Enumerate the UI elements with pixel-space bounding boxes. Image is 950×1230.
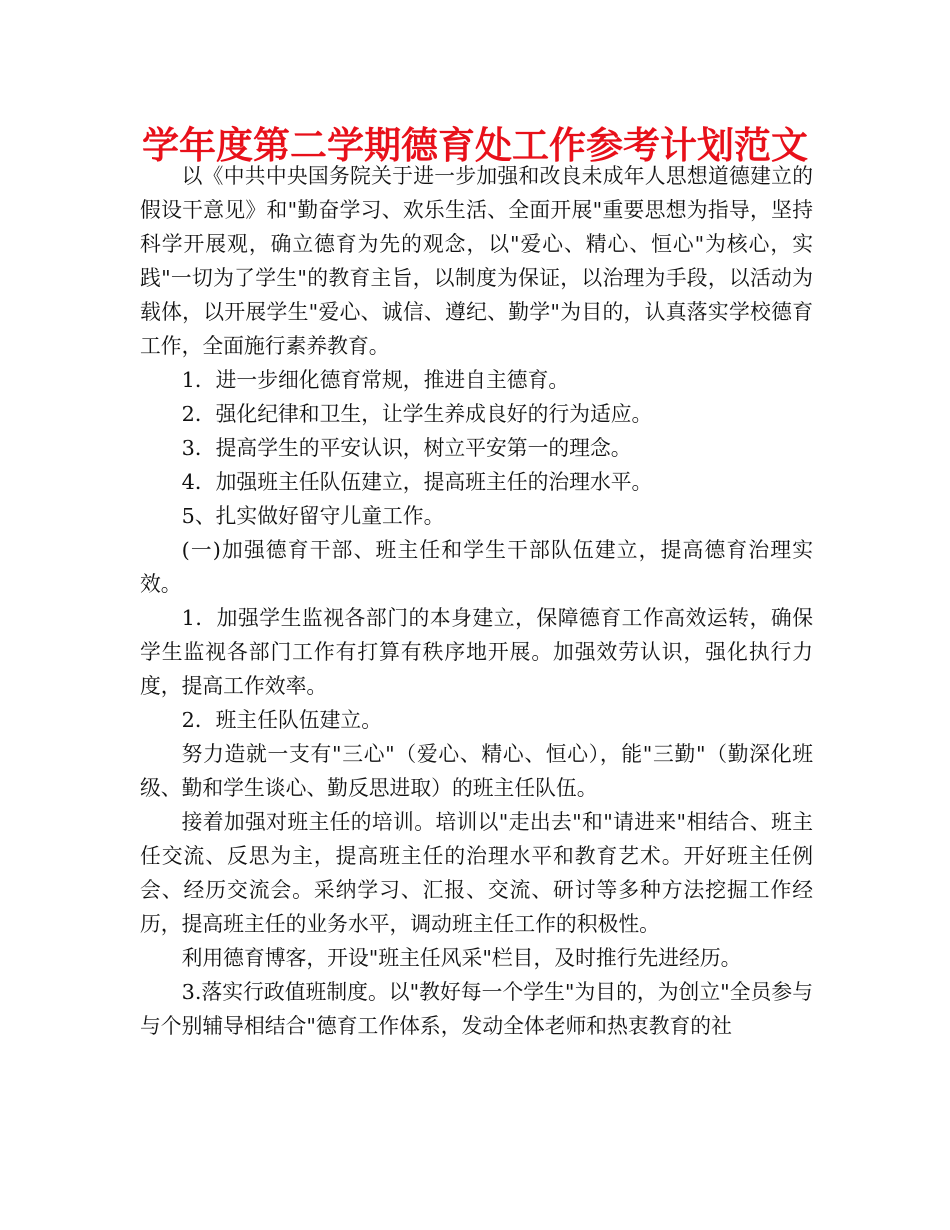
paragraph-item-1: 1．加强学生监视各部门的本身建立，保障德育工作高效运转，确保学生监视各部门工作有打算有秩序地开展。加强效劳认识，强化执行力度，提高工作效率。 (140, 606, 813, 698)
paragraph-three-hearts: 努力造就一支有"三心"（爱心、精心、恒心），能"三勤"（勤深化班级、勤和学生谈心、勤反思进取）的班主任队伍。 (140, 742, 813, 800)
paragraph-intro: 以《中共中央国务院关于进一步加强和改良未成年人思想道德建立的假设干意见》和"勤奋学习、欢乐生活、全面开展"重要思想为指导，坚持科学开展观，确立德育为先的观念，以"爱心、精心、恒心"为核心，实践"一切为了学生"的教育主旨，以制度为保证，以治理为手段，以活动为载体，以开展学生"爱心、诚信、遵纪、勤学"为目的，认真落实学校德育工作，全面施行素养教育。 (140, 164, 813, 358)
paragraph-goal-1: 1．进一步细化德育常规，推进自主德育。 (181, 368, 570, 392)
paragraph-goal-3: 3．提高学生的平安认识，树立平安第一的理念。 (181, 436, 632, 460)
section-heading-1: (一)加强德育干部、班主任和学生干部队伍建立，提高德育治理实效。 (140, 538, 813, 596)
paragraph-goal-2: 2．强化纪律和卫生，让学生养成良好的行为适应。 (181, 402, 653, 426)
paragraph-item-3: 3.落实行政值班制度。以"教好每一个学生"为目的，为创立"全员参与与个别辅导相结合"德育工作体系，发动全体老师和热衷教育的社 (140, 980, 813, 1038)
document-body (140, 159, 813, 1043)
paragraph-goal-4: 4．加强班主任队伍建立，提高班主任的治理水平。 (181, 470, 653, 494)
document-title: 学年度第二学期德育处工作参考计划范文 (142, 124, 808, 167)
paragraph-item-2: 2．班主任队伍建立。 (181, 708, 382, 732)
paragraph-goal-5: 5、扎实做好留守儿童工作。 (181, 504, 445, 528)
paragraph-blog: 利用德育博客，开设"班主任风采"栏目，及时推行先进经历。 (181, 946, 742, 970)
paragraph-training: 接着加强对班主任的培训。培训以"走出去"和"请进来"相结合、班主任交流、反思为主，提高班主任的治理水平和教育艺术。开好班主任例会、经历交流会。采纳学习、汇报、交流、研讨等多种方法挖掘工作经历，提高班主任的业务水平，调动班主任工作的积极性。 (140, 810, 813, 936)
